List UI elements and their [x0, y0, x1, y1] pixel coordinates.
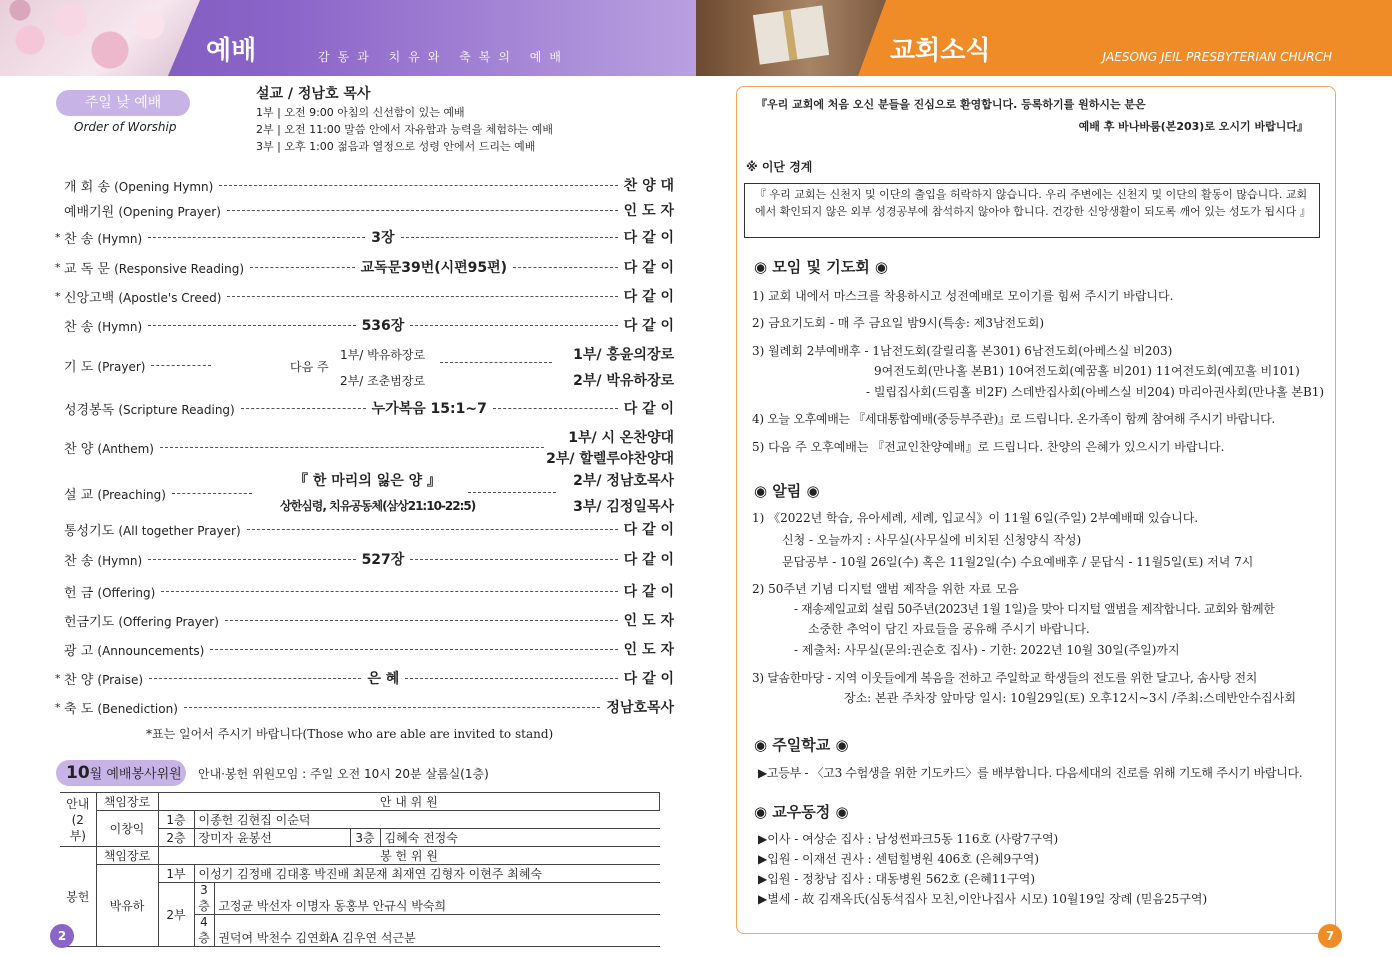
notice-item: 2) 50주년 기념 디지털 앨범 제작을 위한 자료 모음 [752, 582, 1019, 596]
order-row [64, 397, 674, 419]
order-leader: 다 같 이 [623, 260, 675, 276]
order-english: (Offering Prayer) [118, 614, 219, 629]
meeting-item: 9여전도회(만나홀 본B1) 10여전도회(예꿈홀 비201) 11여전도회(예꼬홀 비101) [874, 364, 1300, 378]
news-title: 교회소식 [890, 36, 991, 66]
order-name [64, 316, 142, 335]
notice-item: 신청 - 오늘까지 : 사무실(사무실에 비치된 신청양식 작성) [782, 533, 1082, 547]
notice-item: 3) 달솜한마당 - 지역 이웃들에게 복음을 전하고 주일학교 학생들의 전도를 위한 달고나, 솜사탕 전치 [752, 671, 1258, 685]
order-english: (Anthem) [97, 441, 154, 456]
order-title: 개 회 송 [64, 179, 110, 195]
leader-dots [184, 707, 600, 708]
leader-dots [172, 493, 252, 494]
leader-dots [160, 447, 544, 448]
guide-floor-1-names: 이종헌 김현집 이순덕 [194, 811, 660, 829]
order-leader: 다 같 이 [623, 289, 674, 305]
offer-floor-3-names: 고정균 박선자 이명자 동홍부 안규식 박숙희 [218, 899, 447, 913]
offer-part-2: 2부 [166, 908, 186, 922]
order-english: (Offering) [97, 585, 156, 600]
page-number: 2 [50, 924, 74, 948]
order-english: (Responsive Reading) [114, 261, 245, 276]
leader-dots [219, 185, 617, 186]
gift-image [696, 0, 886, 76]
leader-dots [210, 649, 617, 650]
order-name [64, 611, 219, 630]
order-title: 찬 송 [64, 553, 94, 569]
volunteer-month: 10 [66, 763, 90, 783]
order-row [64, 580, 674, 602]
prayer-dash [440, 362, 552, 363]
order-detail: 교독문39번(시편95편) [360, 260, 508, 276]
leader-dots [241, 408, 366, 409]
notice-item: - 재송제일교회 설립 50주년(2023년 1월 1일)을 맞아 디지털 앨범을 제작합니다. 교회와 함께한 [794, 602, 1275, 616]
stand-mark: * [55, 701, 61, 714]
order-title: 찬 양 [64, 441, 94, 457]
anthem-right-2: 2부/ 할렐루야찬양대 [546, 451, 674, 467]
order-title: 광 고 [64, 643, 94, 659]
order-row [64, 174, 674, 196]
meeting-item: 2) 금요기도회 - 매 주 금요일 밤9시(특송: 제3남전도회) [752, 316, 1044, 330]
order-english: (Hymn) [97, 319, 143, 334]
offer-part-2-cell [158, 883, 194, 947]
order-detail: 3장 [371, 230, 395, 246]
order-english: (Announcements) [97, 643, 205, 658]
order-name [64, 520, 241, 539]
order-name [64, 228, 142, 247]
order-name [64, 201, 221, 220]
notice-item: - 제출처: 사무실(문의:권순호 집사) - 기한: 2022년 10월 30일(주일)까지 [794, 643, 1180, 657]
guide-head: 책임장로 [96, 793, 158, 811]
stand-mark: * [55, 672, 61, 685]
member-news-item: ▶입원 - 이재선 권사 : 센텀힐병원 406호 (은혜9구역) [758, 852, 1039, 866]
order-english: (Opening Hymn) [114, 179, 214, 194]
section-notice: ◉ 알림 ◉ [754, 482, 820, 500]
order-row [64, 285, 674, 307]
order-leader: 인 도 자 [623, 613, 674, 629]
order-english: (Prayer) [97, 359, 146, 374]
leader-dots [161, 591, 617, 592]
order-english: (Apostle's Creed) [118, 290, 222, 305]
service-3: 3부 | 오후 1:00 젊음과 열정으로 성령 안에서 드리는 예배 [256, 140, 536, 153]
guide-floor-1: 1층 [158, 811, 194, 829]
order-title: 통성기도 [64, 523, 115, 539]
leader-dots [227, 210, 618, 211]
order-leader: 다 같 이 [623, 584, 674, 600]
order-english: (Benediction) [97, 701, 178, 716]
guide-floor-3-names: 김혜숙 전정숙 [380, 829, 660, 847]
guide-label-cell [60, 793, 96, 847]
preach-right-1: 2부/ 정남호목사 [573, 473, 674, 489]
offer-part-1-names: 이성기 김정배 김대홍 박진배 최문재 최재연 김형자 이현주 최혜숙 [194, 865, 660, 883]
order-title: 헌금기도 [64, 614, 115, 630]
guide-elder: 이창익 [96, 811, 158, 847]
header-title: 예배 [206, 36, 257, 66]
preach-dash [468, 492, 556, 493]
leader-dots [410, 559, 617, 560]
order-title: 찬 송 [64, 231, 94, 247]
order-english: (Preaching) [97, 487, 166, 502]
leader-dots [247, 529, 618, 530]
order-name [64, 438, 154, 457]
section-meetings: ◉ 모임 및 기도회 ◉ [754, 258, 889, 276]
order-name [64, 258, 244, 277]
prayer-line-2: 2부/ 조춘범장로 [340, 374, 426, 388]
stand-mark: * [55, 261, 61, 274]
meeting-item: 5) 다음 주 오후예배는 『전교인찬양예배』로 드립니다. 찬양의 은혜가 있으시기 바랍니다. [752, 440, 1225, 454]
order-title: 성경봉독 [64, 402, 115, 418]
order-name [64, 356, 145, 375]
order-leader: 다 같 이 [623, 230, 674, 246]
order-leader: 다 같 이 [623, 552, 675, 568]
leader-dots [148, 559, 355, 560]
stand-mark: * [55, 290, 61, 303]
stand-note: *표는 일어서 주시기 바랍니다(Those who are able are invited to stand) [146, 727, 554, 741]
order-english: (All together Prayer) [118, 523, 241, 538]
offer-label: 봉헌 [60, 847, 96, 947]
leader-dots [148, 237, 365, 238]
order-english: (Hymn) [97, 231, 143, 246]
order-title: 찬 송 [64, 319, 94, 335]
leader-dots [513, 267, 618, 268]
worship-pill-sub: Order of Worship [74, 120, 177, 134]
order-leader: 다 같 이 [623, 401, 675, 417]
order-title: 예배기원 [64, 204, 115, 220]
sunday-school-item: ▶고등부 - 〈고3 수험생을 위한 기도카드〉를 배부합니다. 다음세대의 진로를 위해 기도해 주시기 바랍니다. [758, 766, 1303, 780]
volunteer-table [60, 792, 660, 947]
right-header [696, 0, 1392, 76]
section-member-news: ◉ 교우동정 ◉ [754, 803, 849, 821]
guide-floor-2-names: 장미자 윤봉선 [194, 829, 350, 847]
order-row [64, 638, 674, 660]
volunteer-meeting: 안내·봉헌 위원모임 : 주일 오전 10시 20분 살롬실(1층) [198, 767, 489, 781]
order-name [64, 698, 178, 717]
order-leader: 인 도 자 [623, 203, 674, 219]
order-detail: 527장 [361, 552, 405, 568]
page-number: 7 [1318, 924, 1342, 948]
order-row [64, 696, 674, 718]
order-name [64, 550, 142, 569]
notice-item: 장소: 본관 주차장 앞마당 일시: 10월29일(토) 오후12시~3시 /주최:스데반안수집사회 [844, 691, 1296, 705]
offer-title: 봉 헌 위 원 [158, 847, 660, 865]
leader-dots [148, 325, 355, 326]
offer-floor-4: 4층 [195, 915, 215, 946]
order-detail: 536장 [361, 318, 405, 334]
member-news-item: ▶별세 - 故 김재옥氏(심동석집사 모친,이안나집사 시모) 10월19일 장례 (믿음25구역) [758, 892, 1208, 906]
order-english: (Opening Prayer) [118, 204, 221, 219]
meeting-item: - 빌립집사회(드림홀 비2F) 스데반집사회(아베스실 비204) 마리아권사회(만나홀 본B1) [866, 385, 1325, 399]
order-title: 교 독 문 [64, 261, 110, 277]
leader-dots [227, 296, 617, 297]
guide-floor-2: 2층 [158, 829, 194, 847]
leader-dots [401, 237, 618, 238]
leader-dots [149, 678, 361, 679]
left-header [0, 0, 696, 76]
order-title: 축 도 [64, 701, 94, 717]
offer-floor-3: 3층 [195, 883, 215, 914]
order-detail: 누가복음 15:1~7 [371, 401, 487, 417]
header-subtitle: 감동과 치유와 축복의 예배 [318, 50, 569, 64]
volunteer-label: 월 예배봉사위원 [89, 767, 182, 782]
leader-dots [151, 365, 211, 366]
member-news-item: ▶이사 - 여상순 집사 : 남성썬파크5동 116호 (사랑7구역) [758, 832, 1059, 846]
welcome-line-1: 『우리 교회에 처음 오신 분들을 진심으로 환영합니다. 등록하기를 원하시는 분은 [756, 98, 1146, 111]
sermon-title: 설교 / 정남호 목사 [256, 86, 371, 102]
preach-right-2: 3부/ 김정일목사 [573, 499, 674, 515]
order-row [64, 256, 674, 278]
preach-sub: 상한심령, 치유공동체(삼상21:10-22:5) [280, 499, 476, 513]
prayer-right-1: 1부/ 홍윤의장로 [573, 347, 674, 363]
order-leader: 다 같 이 [623, 522, 674, 538]
notice-item: 소중한 추억이 담긴 자료들을 공유해 주시기 바랍니다. [808, 622, 1090, 636]
order-row [64, 667, 674, 689]
leader-dots [410, 325, 617, 326]
prayer-line-1: 1부/ 박유하장로 [340, 348, 426, 362]
offer-part-1: 1부 [158, 865, 194, 883]
guide-floor-3: 3층 [350, 829, 380, 847]
offer-elder: 박유하 [96, 865, 158, 947]
leader-dots [250, 267, 355, 268]
order-detail: 은 혜 [367, 671, 400, 687]
order-leader: 인 도 자 [623, 642, 674, 658]
order-leader: 정남호목사 [606, 700, 674, 716]
order-english: (Scripture Reading) [118, 402, 235, 417]
order-leader: 다 같 이 [623, 671, 674, 687]
order-title: 헌 금 [64, 585, 94, 601]
service-1: 1부 | 오전 9:00 아침의 신선함이 있는 예배 [256, 106, 465, 119]
order-name [64, 669, 143, 688]
order-name [64, 287, 221, 306]
order-name [64, 582, 155, 601]
order-name [64, 176, 213, 195]
order-row [64, 199, 674, 221]
preach-title: 『 한 마리의 잃은 양 』 [294, 473, 442, 489]
order-title: 설 교 [64, 487, 94, 503]
guide-label: 안내 [66, 796, 90, 811]
notice-item: 문답공부 - 10월 26일(수) 혹은 11월2일(수) 수요예배후 / 문답식 - 11월5일(토) 저녁 7시 [782, 555, 1254, 569]
offer-floor-4-names: 권덕여 박천수 김연화A 김우연 석근분 [218, 931, 416, 945]
order-row [64, 226, 674, 248]
guide-sub: (2부) [69, 812, 86, 843]
order-title: 신앙고백 [64, 290, 115, 306]
order-leader: 찬 양 대 [623, 178, 674, 194]
church-name: JAESONG JEIL PRESBYTERIAN CHURCH [1102, 50, 1332, 64]
order-title: 기 도 [64, 359, 94, 375]
order-row [64, 609, 674, 631]
meeting-item: 4) 오늘 오후예배는 『세대통합예배(중등부주관)』로 드립니다. 온가족이 함께 참여해 주시기 바랍니다. [752, 412, 1275, 426]
heresy-warning-box: 『 우리 교회는 신천지 및 이단의 출입을 허락하지 않습니다. 우리 주변에는 신천지 및 이단의 활동이 많습니다. 교회에서 확인되지 않은 외부 성경공부에 참석하지 않아야 합니다. 건강한 신앙생활이 되도록 깨어 있는 성도가 됩시다 』 [744, 183, 1320, 238]
worship-pill: 주일 낮 예배 [56, 90, 190, 116]
offer-floor-4-row [194, 915, 660, 947]
volunteer-pill [56, 760, 186, 786]
flower-image [0, 0, 200, 76]
order-row [64, 518, 674, 540]
anthem-right-1: 1부/ 시 온찬양대 [568, 430, 674, 446]
notice-item: 1) 《2022년 학습, 유아세례, 세례, 입교식》이 11월 6일(주일) 2부예배때 있습니다. [752, 511, 1199, 525]
section-sunday-school: ◉ 주일학교 ◉ [754, 736, 849, 754]
offer-floor-3-row [194, 883, 660, 915]
stand-mark: * [55, 231, 61, 244]
order-row [64, 314, 674, 336]
order-title: 찬 양 [64, 672, 94, 688]
order-row [64, 548, 674, 570]
prayer-right-2: 2부/ 박유하장로 [573, 373, 674, 389]
heresy-warning-title: ※ 이단 경계 [746, 160, 813, 174]
leader-dots [225, 620, 618, 621]
order-name [64, 484, 166, 503]
guide-title: 안 내 위 원 [158, 793, 660, 811]
offer-head: 책임장로 [96, 847, 158, 865]
welcome-line-2: 예배 후 바나바룸(본203)로 오시기 바랍니다』 [1078, 120, 1308, 133]
leader-dots [405, 678, 617, 679]
order-english: (Hymn) [97, 553, 143, 568]
meeting-item: 1) 교회 내에서 마스크를 착용하시고 성전예배로 모이기를 힘써 주시기 바랍니다. [752, 289, 1174, 303]
meeting-item: 3) 월례회 2부예배후 - 1남전도회(갈릴리홀 본301) 6남전도회(아베스실 비203) [752, 344, 1173, 358]
order-name [64, 640, 204, 659]
order-english: (Praise) [97, 672, 144, 687]
prayer-next: 다음 주 [290, 360, 329, 374]
service-2: 2부 | 오전 11:00 말씀 안에서 자유함과 능력을 체험하는 예배 [256, 123, 554, 136]
leader-dots [493, 408, 618, 409]
member-news-item: ▶입원 - 정창남 집사 : 대동병원 562호 (은혜11구역) [758, 872, 1036, 886]
order-name [64, 399, 235, 418]
order-leader: 다 같 이 [623, 318, 675, 334]
